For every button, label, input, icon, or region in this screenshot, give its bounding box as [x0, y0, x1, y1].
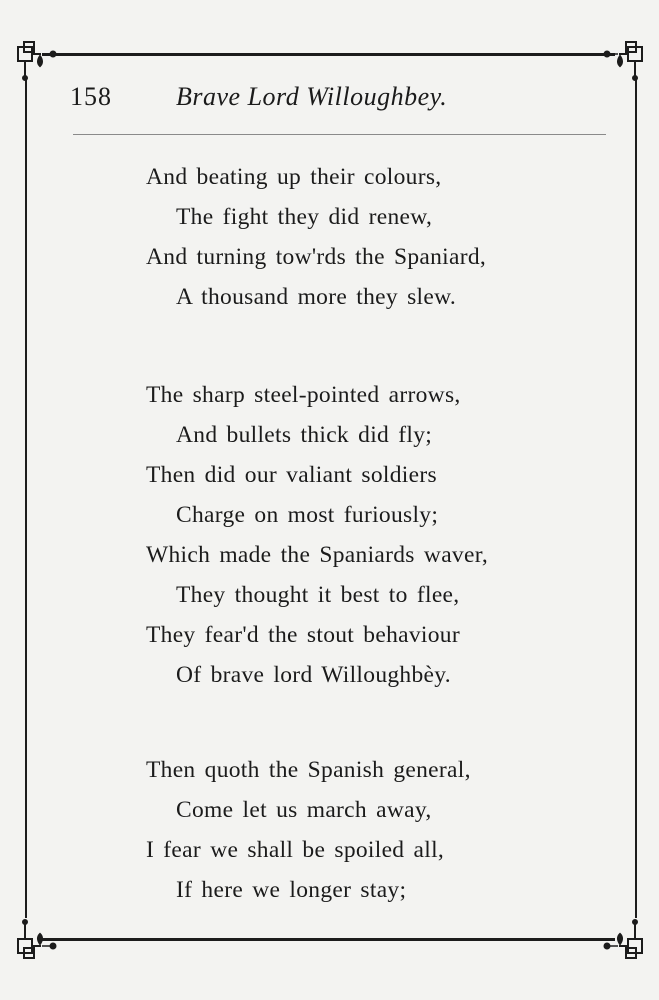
verse-line: The fight they did renew, — [176, 204, 433, 230]
verse-line: Then did our valiant soldiers — [146, 462, 437, 488]
verse-line: The sharp steel-pointed arrows, — [146, 382, 461, 408]
verse-line: Which made the Spaniards waver, — [146, 542, 489, 568]
page-number: 158 — [70, 82, 112, 111]
verse-line: And beating up their colours, — [146, 164, 442, 190]
verse-line: They thought it best to flee, — [176, 582, 460, 608]
verse-line: They fear'd the stout behaviour — [146, 622, 460, 648]
verse-line: If here we longer stay; — [176, 877, 407, 903]
verse-line: A thousand more they slew. — [176, 284, 456, 310]
verse-line: Charge on most furiously; — [176, 502, 439, 528]
verse-line: And turning tow'rds the Spaniard, — [146, 244, 487, 270]
verse-line: Then quoth the Spanish general, — [146, 757, 471, 783]
running-title: Brave Lord Willoughbey. — [176, 82, 448, 111]
verse-line: Of brave lord Willoughbèy. — [176, 662, 451, 688]
verse-line: And bullets thick did fly; — [176, 422, 433, 448]
verse-line: Come let us march away, — [176, 797, 432, 823]
verse-line: I fear we shall be spoiled all, — [146, 837, 445, 863]
